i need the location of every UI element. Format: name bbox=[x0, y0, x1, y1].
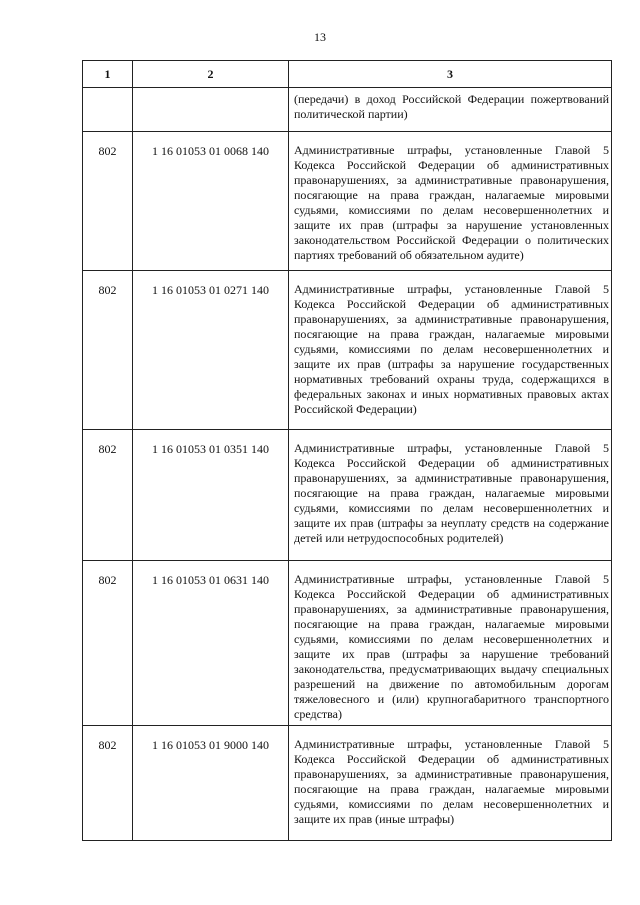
budget-code-cell: 1 16 01053 01 0631 140 bbox=[133, 561, 289, 726]
column-header-2: 2 bbox=[133, 61, 289, 88]
admin-code-cell: 802 bbox=[83, 271, 133, 430]
admin-code-cell: 802 bbox=[83, 132, 133, 271]
continuation-code-cell bbox=[133, 88, 289, 132]
description-cell: Административные штрафы, установленные Главой 5 Кодекса Российской Федерации об административных правонарушениях, за административные правонарушения, посягающие на права граждан, налагаемые мировыми судьями, комиссиями по делам несовершеннолетних и защите их прав (штрафы за нарушение государственных нормативных требований охраны труда, содержащихся в федеральных законах и иных нормативных правовых актах Российской Федерации) bbox=[289, 271, 612, 430]
budget-code-cell: 1 16 01053 01 9000 140 bbox=[133, 726, 289, 841]
column-header-3: 3 bbox=[289, 61, 612, 88]
budget-code-cell: 1 16 01053 01 0351 140 bbox=[133, 430, 289, 561]
revenue-codes-table bbox=[82, 60, 612, 841]
page-number: 13 bbox=[314, 30, 326, 44]
description-cell: Административные штрафы, установленные Главой 5 Кодекса Российской Федерации об административных правонарушениях, за административные правонарушения, посягающие на права граждан, налагаемые мировыми судьями, комиссиями по делам несовершеннолетних и защите их прав (иные штрафы) bbox=[289, 726, 612, 841]
admin-code-cell: 802 bbox=[83, 726, 133, 841]
continuation-description: (передачи) в доход Российской Федерации пожертвований политической партии) bbox=[289, 88, 612, 132]
admin-code-cell: 802 bbox=[83, 430, 133, 561]
description-cell: Административные штрафы, установленные Главой 5 Кодекса Российской Федерации об административных правонарушениях, за административные правонарушения, посягающие на права граждан, налагаемые мировыми судьями, комиссиями по делам несовершеннолетних и защите их прав (штрафы за нарушение требований законодательства, предусматривающих выдачу специальных разрешений на движение по автомобильным дорогам тяжеловесного и (или) крупногабаритного транспортного средства) bbox=[289, 561, 612, 726]
table-row bbox=[83, 561, 612, 726]
admin-code-cell: 802 bbox=[83, 561, 133, 726]
continuation-admin-cell bbox=[83, 88, 133, 132]
description-cell: Административные штрафы, установленные Главой 5 Кодекса Российской Федерации об административных правонарушениях, за административные правонарушения, посягающие на права граждан, налагаемые мировыми судьями, комиссиями по делам несовершеннолетних и защите их прав (штрафы за неуплату средств на содержание детей или нетрудоспособных родителей) bbox=[289, 430, 612, 561]
table-row bbox=[83, 726, 612, 841]
budget-code-cell: 1 16 01053 01 0271 140 bbox=[133, 271, 289, 430]
table-row bbox=[83, 430, 612, 561]
table-row bbox=[83, 271, 612, 430]
budget-code-cell: 1 16 01053 01 0068 140 bbox=[133, 132, 289, 271]
description-cell: Административные штрафы, установленные Главой 5 Кодекса Российской Федерации об административных правонарушениях, за административные правонарушения, посягающие на права граждан, налагаемые мировыми судьями, комиссиями по делам несовершеннолетних и защите их прав (штрафы за нарушение установленных законодательством Российской Федерации о политических партиях требований об обязательном аудите) bbox=[289, 132, 612, 271]
continuation-row bbox=[83, 88, 612, 132]
table-row bbox=[83, 132, 612, 271]
column-header-1: 1 bbox=[83, 61, 133, 88]
table-header-row bbox=[83, 61, 612, 88]
